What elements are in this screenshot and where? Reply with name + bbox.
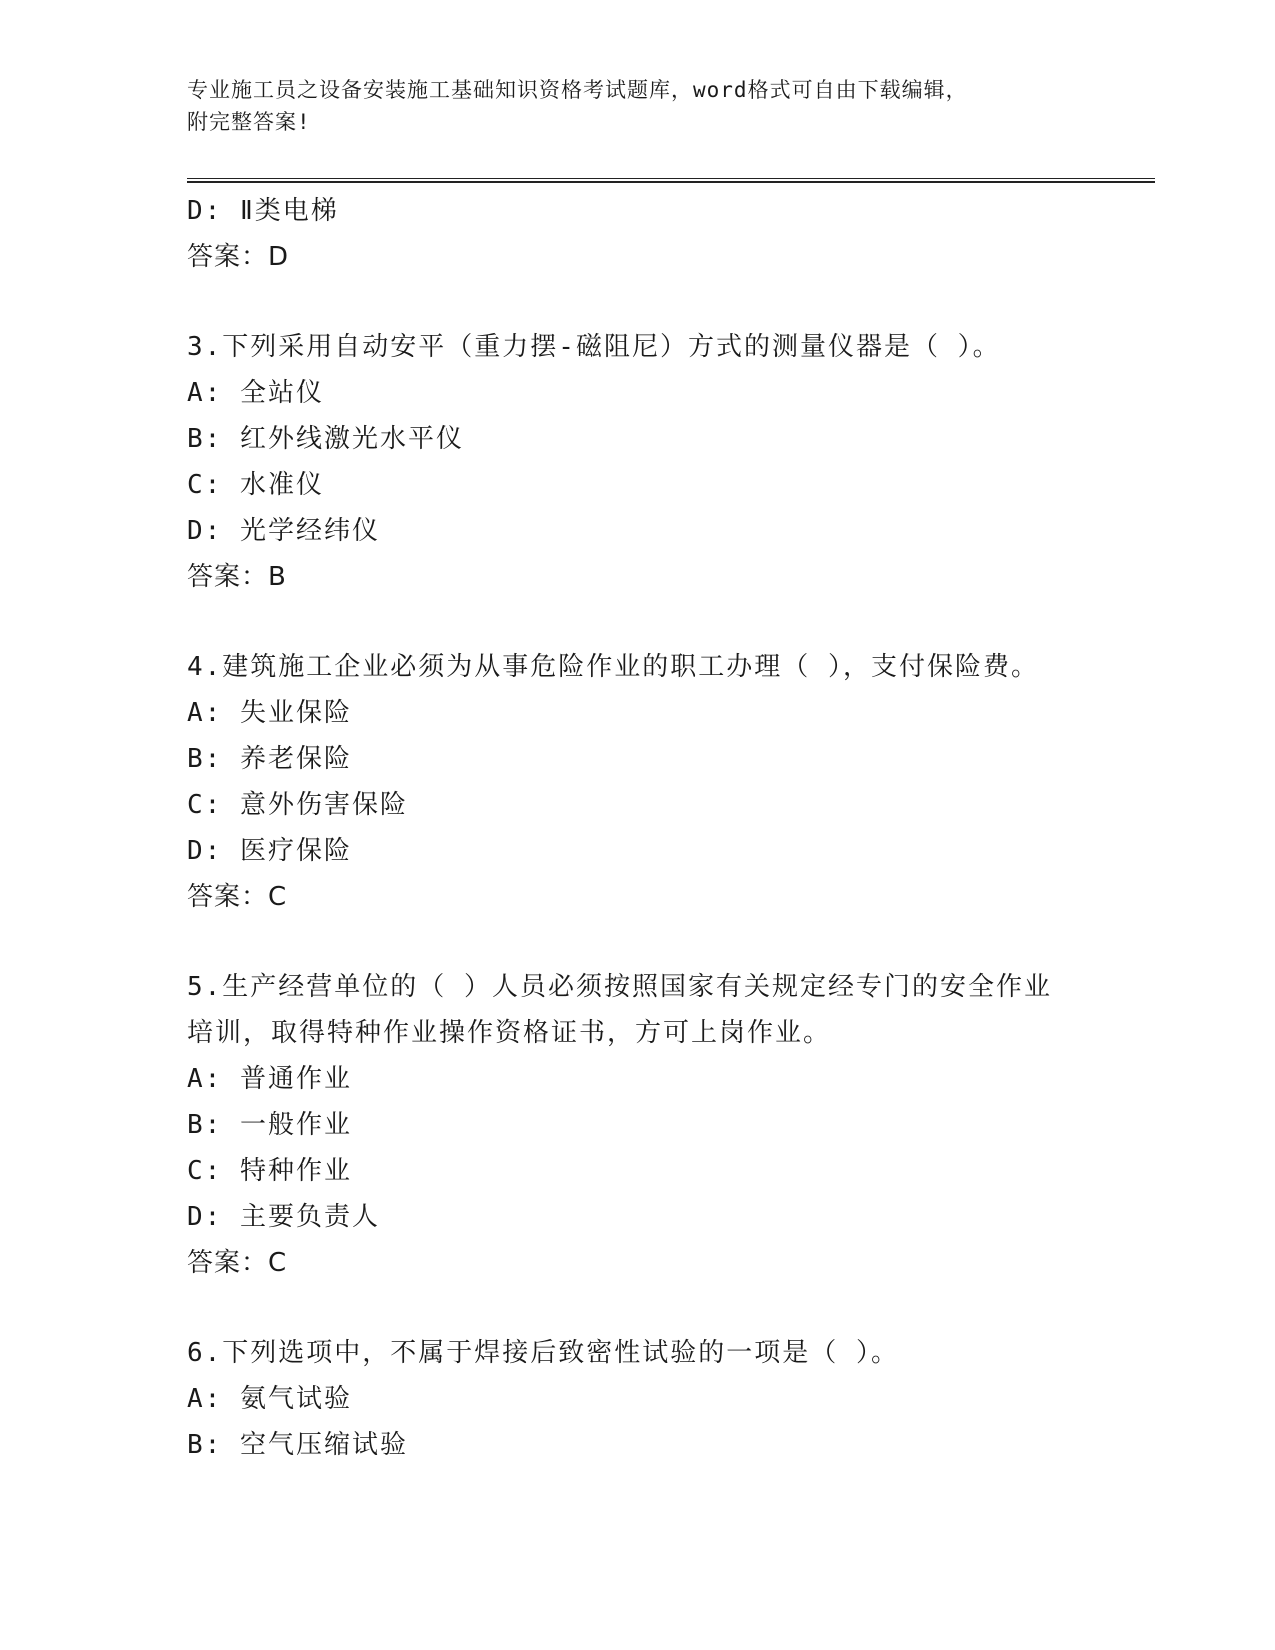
question-stem-line-1: 5.生产经营单位的（ ）人员必须按照国家有关规定经专门的安全作业 [187, 972, 1052, 1002]
option-d: D: Ⅱ类电梯 [187, 196, 339, 226]
question-5 [187, 964, 1155, 1286]
header-divider [187, 178, 1155, 183]
answer: 答案：B [187, 562, 287, 592]
option-c: C: 特种作业 [187, 1156, 352, 1186]
question-stem: 3.下列采用自动安平（重力摆-磁阻尼）方式的测量仪器是（ ）。 [187, 332, 1001, 362]
answer: 答案：C [187, 1248, 288, 1278]
option-b: B: 养老保险 [187, 744, 352, 774]
document-header [187, 74, 1155, 138]
option-c: C: 意外伤害保险 [187, 790, 408, 820]
header-line-2: 附完整答案! [187, 110, 311, 134]
question-stem: 6.下列选项中，不属于焊接后致密性试验的一项是（ ）。 [187, 1338, 899, 1368]
option-a: A: 氨气试验 [187, 1384, 352, 1414]
option-b: B: 空气压缩试验 [187, 1430, 408, 1460]
answer: 答案：D [187, 242, 290, 272]
option-d: D: 光学经纬仪 [187, 516, 380, 546]
option-a: A: 失业保险 [187, 698, 352, 728]
option-d: D: 主要负责人 [187, 1202, 380, 1232]
header-line-1: 专业施工员之设备安装施工基础知识资格考试题库，word格式可自由下载编辑， [187, 78, 968, 102]
option-a: A: 普通作业 [187, 1064, 352, 1094]
question-4 [187, 644, 1155, 920]
option-a: A: 全站仪 [187, 378, 324, 408]
option-c: C: 水准仪 [187, 470, 324, 500]
option-d: D: 医疗保险 [187, 836, 352, 866]
document-body [187, 188, 1155, 1468]
question-stem: 4.建筑施工企业必须为从事危险作业的职工办理（ ），支付保险费。 [187, 652, 1039, 682]
answer: 答案：C [187, 882, 288, 912]
option-b: B: 红外线激光水平仪 [187, 424, 464, 454]
question-3 [187, 324, 1155, 600]
question-stem-line-2: 培训，取得特种作业操作资格证书，方可上岗作业。 [187, 1018, 832, 1048]
question-6 [187, 1330, 1155, 1468]
option-b: B: 一般作业 [187, 1110, 352, 1140]
